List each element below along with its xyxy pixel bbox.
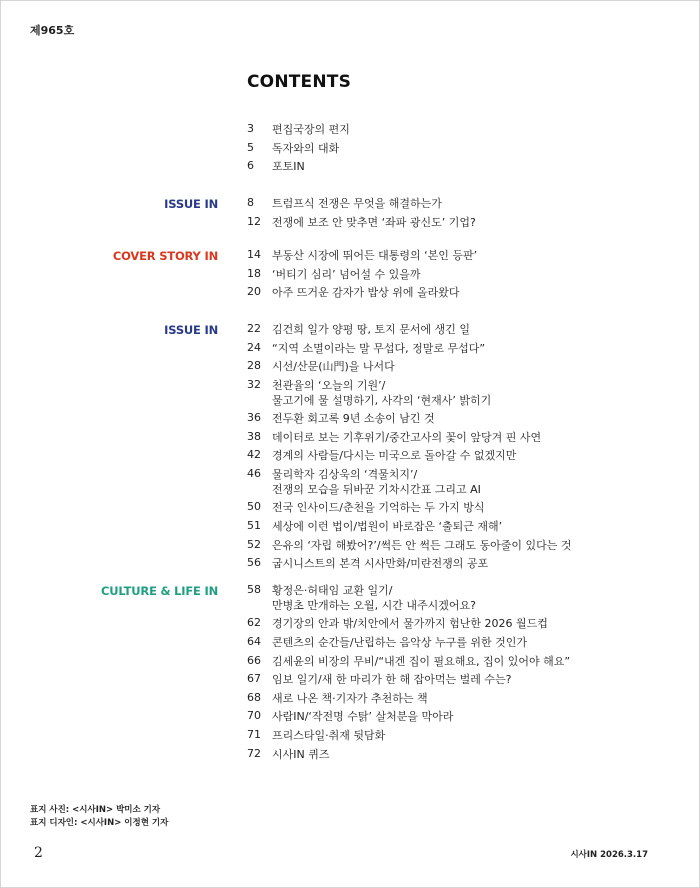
toc-page-number: 46 [247,467,261,480]
toc-page-number: 20 [247,285,261,299]
toc-entry-title: 포토IN [272,160,305,174]
toc-page-number: 64 [247,635,261,648]
toc-entry-title: “지역 소멸이라는 말 무섭다, 정말로 무섭다” [272,341,486,355]
toc-entry-title: 트럼프식 전쟁은 무엇을 해결하는가 [272,197,442,210]
toc-entry-title: ‘버티기 심리’ 넘어설 수 있을까 [272,267,421,281]
toc-entry-title: 황정은·허태임 교환 일기/ 만병초 만개하는 오월, 시간 내주시겠어요? [272,584,476,612]
toc-page-number: 3 [247,122,254,135]
section-label: ISSUE IN [164,323,218,337]
toc-page-number: 24 [247,340,261,354]
page-number: 2 [34,845,43,861]
cover-photo-credit: 표지 사진: <시사IN> 박미소 기자 [30,805,161,815]
toc-page-number: 51 [247,519,261,532]
toc-page-number: 70 [247,709,261,723]
toc-page-number: 67 [247,672,261,686]
toc-entry-title: 경기장의 안과 밖/치안에서 물가까지 험난한 2026 월드컵 [272,617,548,631]
section-label: CULTURE & LIFE IN [101,584,218,598]
toc-page-number: 6 [247,159,254,173]
section-label: COVER STORY IN [112,249,218,263]
toc-page-number: 56 [247,556,261,570]
toc-page-number: 36 [247,411,261,425]
issue-number: 제965호 [30,24,75,37]
page-title: CONTENTS [247,72,352,92]
toc-entry-title: 독자와의 대화 [272,141,340,155]
toc-page-number: 8 [247,196,254,209]
toc-page-number: 62 [247,616,261,630]
toc-page-number: 32 [247,377,261,391]
toc-page-number: 28 [247,359,261,373]
toc-entry-title: 임보 일기/새 한 마리가 한 해 잡아먹는 벌레 수는? [272,673,512,687]
toc-page-number: 14 [247,248,261,261]
toc-entry-title: 김건희 일가 양평 땅, 토지 문서에 생긴 일 [272,323,470,336]
toc-page-number: 12 [247,214,261,228]
toc-page-number: 22 [247,322,261,335]
toc-page-number: 72 [247,746,261,760]
toc-entry-title: 부동산 시장에 뛰어든 대통령의 ‘본인 등판’ [272,249,478,262]
toc-page-number: 58 [247,583,261,596]
cover-design-credit: 표지 디자인: <시사IN> 이정현 기자 [30,818,169,828]
toc-entry-title: 프리스타일·취재 뒷담화 [272,729,386,742]
toc-entry-title: 시사IN 퀴즈 [272,747,330,761]
toc-entry-title: 은유의 ‘자립 해봤어?’/썩든 안 썩든 그래도 동아줄이 있다는 것 [272,538,572,552]
toc-entry-title: 시선/산문(山門)을 나서다 [272,360,395,374]
toc-page-number: 68 [247,690,261,704]
toc-entry-title: 전국 인사이드/춘천을 기억하는 두 가지 방식 [272,501,485,515]
toc-entry-title: 굽시니스트의 본격 시사만화/미란전쟁의 공포 [272,557,489,571]
toc-page-number: 71 [247,728,261,741]
toc-entry-title: 새로 나온 책·기자가 추천하는 책 [272,691,428,705]
footer-brand-date: 시사IN 2026.3.17 [570,850,648,860]
toc-entry-title: 편집국장의 편지 [272,123,350,136]
toc-entry-title: 전두환 회고록 9년 소송이 남긴 것 [272,412,435,426]
toc-page-number: 18 [247,266,261,280]
toc-entry-title: 물리학자 김상욱의 ‘격물치지’/ 전쟁의 모습을 뒤바꾼 기차시간표 그리고 AI [272,468,481,496]
toc-page-number: 52 [247,537,261,551]
section-label: ISSUE IN [164,197,218,211]
toc-entry-title: 전쟁에 보조 안 맞추면 ‘좌파 광신도’ 기업? [272,215,476,229]
toc-entry-title: 세상에 이런 법이/법원이 바로잡은 ‘출퇴근 재해’ [272,520,503,533]
toc-entry-title: 데이터로 보는 기후위기/중간고사의 꽃이 앞당겨 핀 사연 [272,430,542,444]
toc-entry-title: 천관율의 ‘오늘의 기원’/ 물고기에 물 설명하기, 사각의 ‘현재사’ 밝히기 [272,378,492,407]
toc-entry-title: 사람IN/‘작전명 수탉’ 살처분을 막아라 [272,710,454,724]
cover-credits [30,804,168,830]
toc-page-number: 38 [247,429,261,443]
toc-page-number: 66 [247,653,261,667]
toc-page-number: 42 [247,448,261,462]
toc-entry-title: 아주 뜨거운 감자가 밥상 위에 올라왔다 [272,286,460,300]
toc-page-number: 50 [247,500,261,514]
toc-entry-title: 김세윤의 비장의 무비/“내겐 집이 필요해요, 집이 있어야 해요” [272,654,571,668]
toc-entry-title: 경계의 사람들/다시는 미국으로 돌아갈 수 없겠지만 [272,449,517,463]
toc-entry-title: 콘텐츠의 순간들/난립하는 음악상 누구를 위한 것인가 [272,636,527,649]
toc-page-number: 5 [247,140,254,154]
